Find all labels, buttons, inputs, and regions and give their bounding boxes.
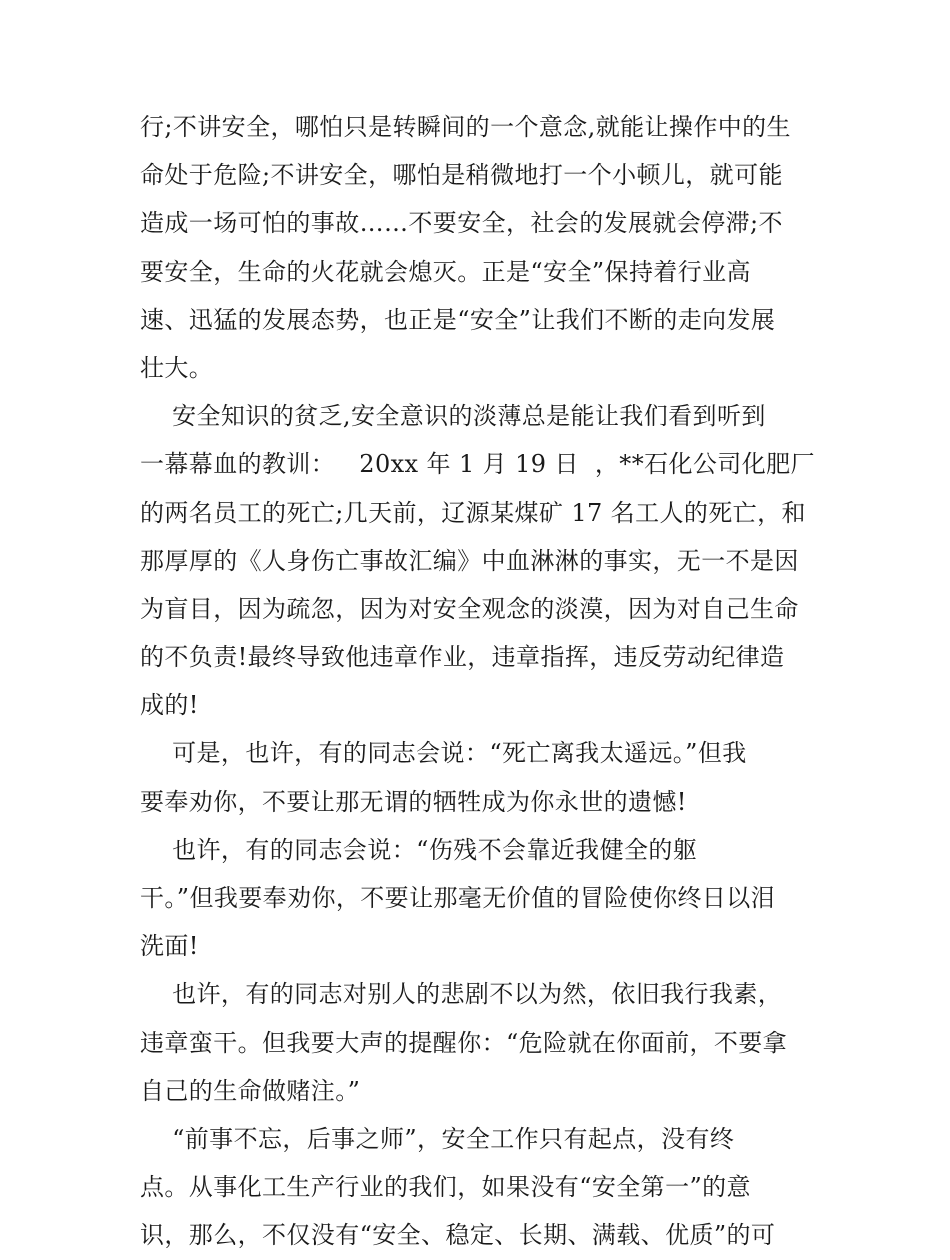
text-line: “前事不忘，后事之师”，安全工作只有起点，没有终 — [140, 1124, 735, 1153]
text-line: 要奉劝你，不要让那无谓的牺牲成为你永世的遗憾! — [140, 787, 687, 816]
text-line: 可是，也许，有的同志会说：“死亡离我太遥远。”但我 — [140, 739, 747, 768]
text-line: 速、迅猛的发展态势，也正是“安全”让我们不断的走向发展 — [140, 305, 776, 334]
text-line: 要安全，生命的火花就会熄灭。正是“安全”保持着行业高 — [140, 257, 751, 286]
text-line: 命处于危险;不讲安全，哪怕是稍微地打一个小顿儿，就可能 — [140, 161, 783, 190]
text-line: 成的! — [140, 691, 199, 720]
text-line: 洗面! — [140, 932, 199, 961]
text-line: 那厚厚的《人身伤亡事故汇编》中血淋淋的事实，无一不是因 — [140, 546, 799, 575]
text-line: 造成一场可怕的事故……不要安全，社会的发展就会停滞;不 — [140, 209, 783, 238]
text-line: 的不负责!最终导致他违章作业，违章指挥，违反劳动纪律造 — [140, 643, 785, 672]
text-line: 点。从事化工生产行业的我们，如果没有“安全第一”的意 — [140, 1173, 751, 1202]
text-line: 违章蛮干。但我要大声的提醒你：“危险就在你面前，不要拿 — [140, 1028, 788, 1057]
text-line: 一幕幕血的教训： 20xx 年 1 月 19 日 ，**石化公司化肥厂 — [140, 450, 815, 479]
text-line: 自己的生命做赌注。” — [140, 1076, 361, 1105]
document-page — [140, 103, 816, 1260]
text-line: 安全知识的贫乏,安全意识的淡薄总是能让我们看到听到 — [140, 402, 766, 431]
text-line: 壮大。 — [140, 353, 214, 382]
text-line: 为盲目，因为疏忽，因为对安全观念的淡漠，因为对自己生命 — [140, 594, 799, 623]
text-line: 干。”但我要奉劝你，不要让那毫无价值的冒险使你终日以泪 — [140, 884, 776, 912]
text-line: 识，那么，不仅没有“安全、稳定、长期、满载、优质”的可 — [140, 1221, 776, 1250]
text-line: 也许，有的同志对别人的悲剧不以为然，依旧我行我素， — [140, 980, 783, 1009]
text-line: 也许，有的同志会说：“伤残不会靠近我健全的躯 — [140, 835, 698, 864]
text-line: 行;不讲安全，哪怕只是转瞬间的一个意念,就能让操作中的生 — [140, 113, 791, 141]
text-line: 的两名员工的死亡;几天前，辽源某煤矿 17 名工人的死亡，和 — [140, 498, 806, 527]
